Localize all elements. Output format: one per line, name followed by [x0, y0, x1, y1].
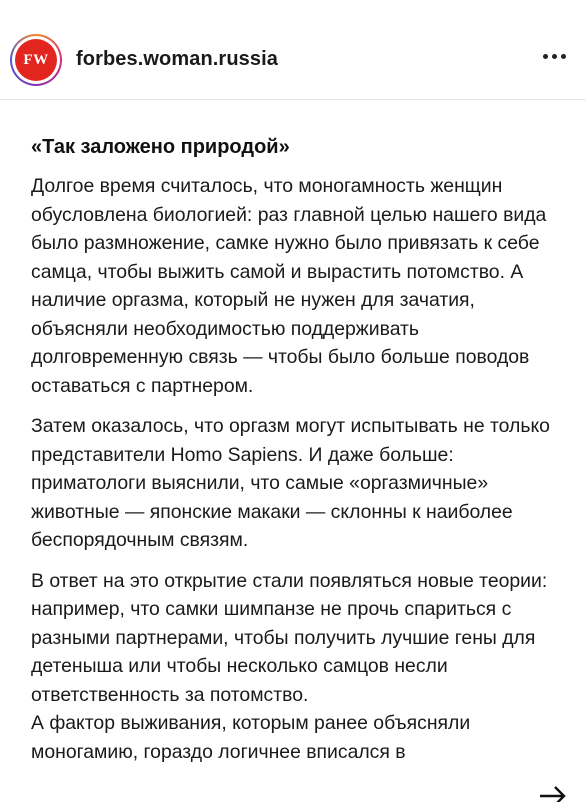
post-paragraph-3: В ответ на это открытие стали появляться новые теории: например, что самки шимпанзе не прочь спариться с разными партнерами, чтобы получить лучшие гены для детеныша или чтобы несколько самцов несли ответственность за потомство. [31, 569, 548, 706]
username-link[interactable]: forbes.woman.russia [76, 48, 278, 70]
arrow-right-icon[interactable] [538, 782, 568, 802]
avatar: FW [15, 39, 57, 81]
post-paragraph-1: Долгое время считалось, что моногамность женщин обусловлена биологией: раз главной целью нашего вида было размножение, самке нужно было привязать к себе самца, чтобы выжить самой и вырастить потомство. А наличие оргазма, который не нужен для зачатия, объясняли необходимостью поддерживать долговременную связь — чтобы было больше поводов оставаться с партнером. [31, 175, 547, 397]
more-options-icon[interactable] [539, 50, 570, 63]
post-heading: «Так заложено природой» [31, 136, 290, 158]
avatar-story-ring[interactable] [10, 34, 62, 86]
post-paragraph-2: Затем оказалось, что оргазм могут испытывать не только представители Homo Sapiens. И даже больше: приматологи выяснили, что самые «оргазмичные» животные — японские макаки — склонны к наиболее беспорядочным связям. [31, 415, 550, 551]
post-header [0, 0, 586, 100]
post-content [31, 134, 561, 766]
post-paragraph-4: А фактор выживания, которым ранее объясняли моногамию, гораздо логичнее вписался в [31, 712, 471, 763]
